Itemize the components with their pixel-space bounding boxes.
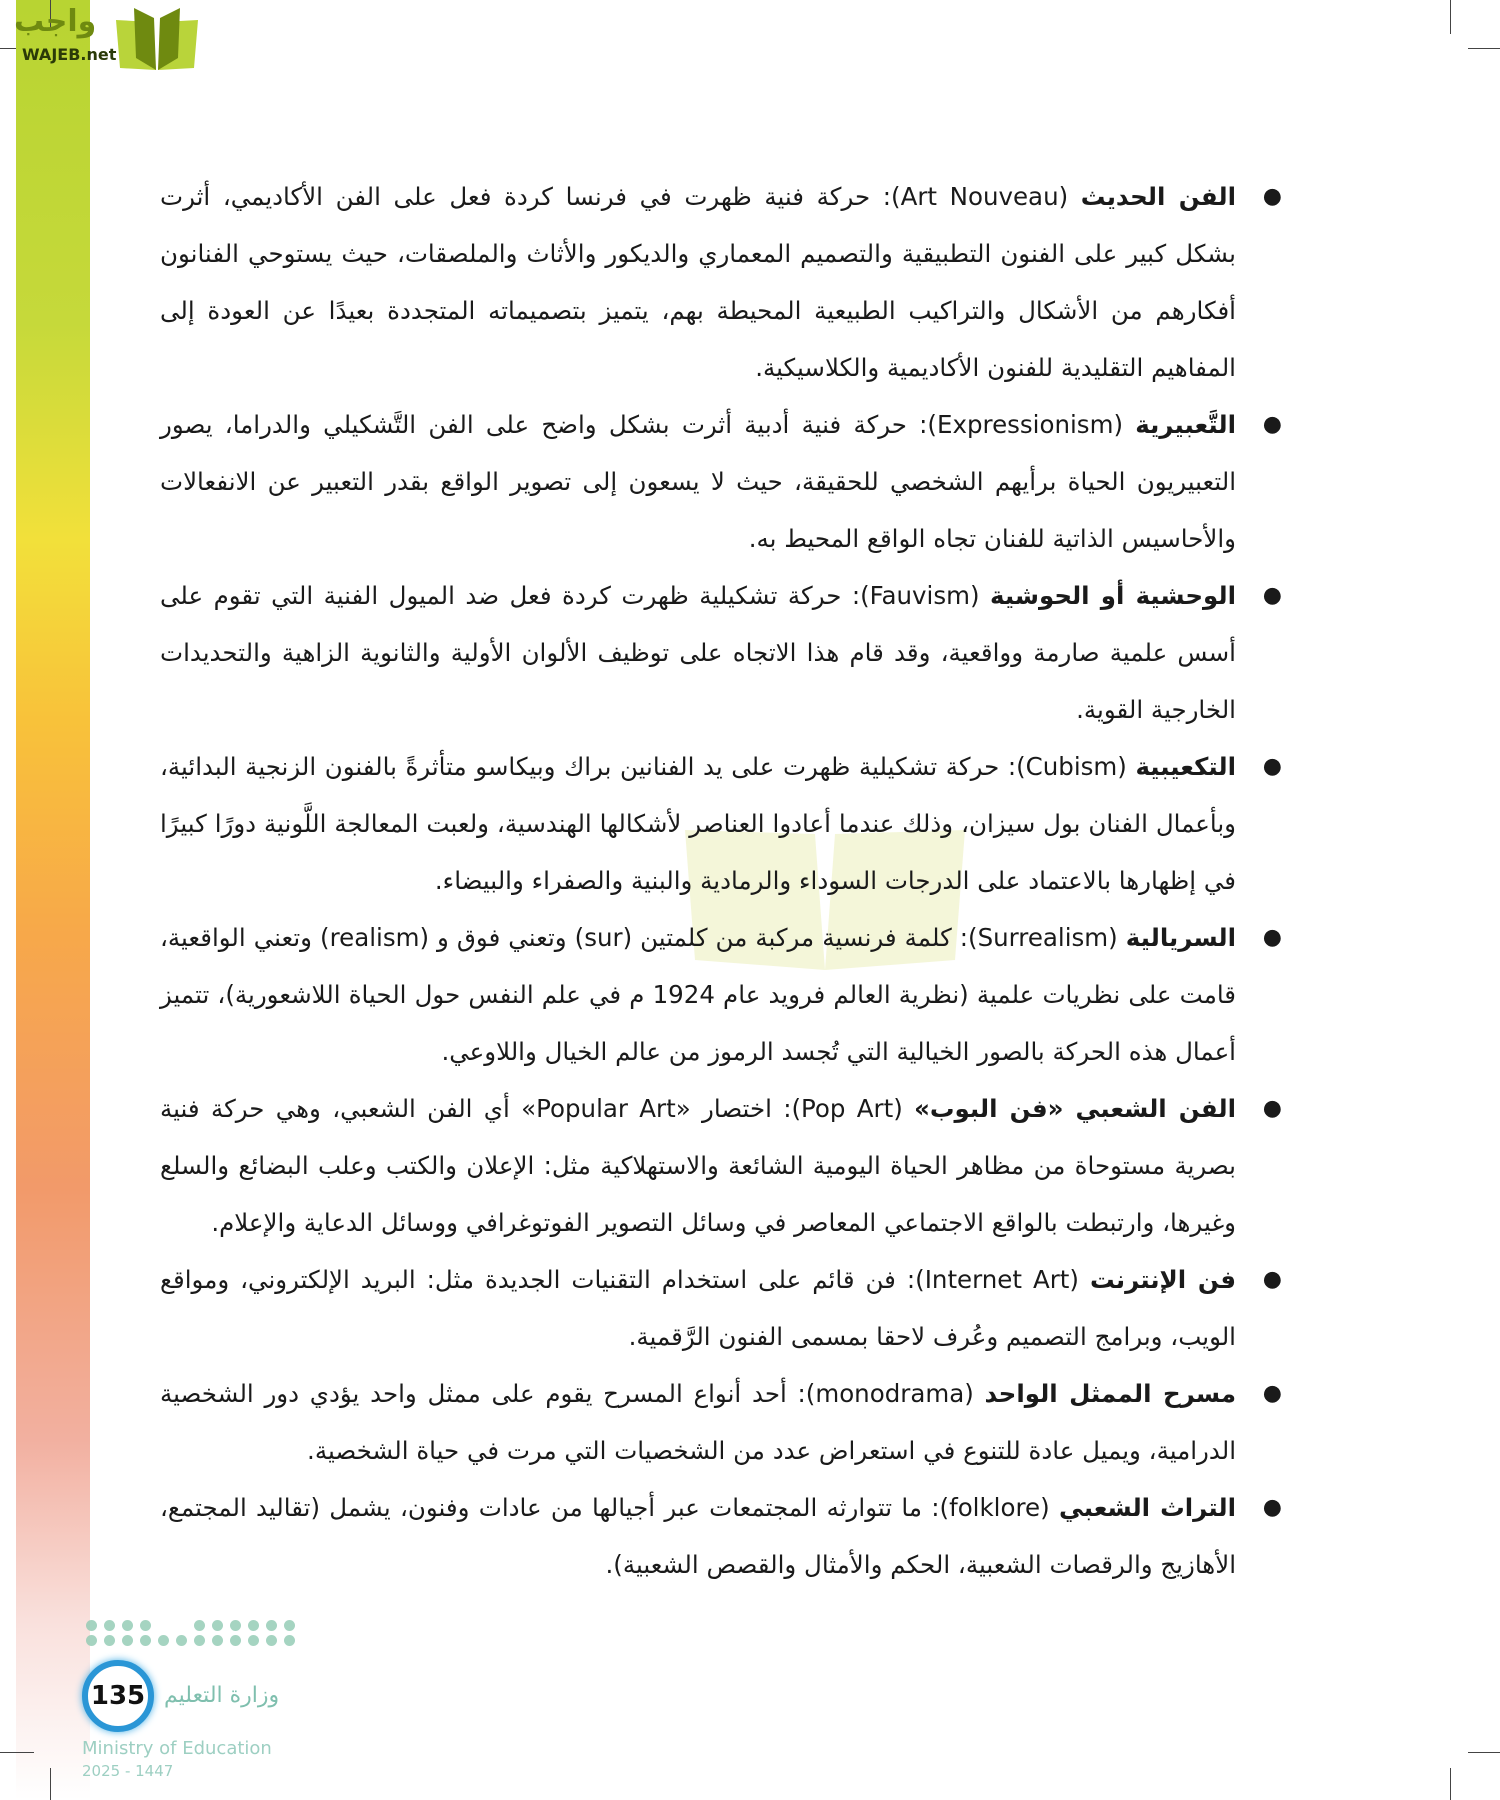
ministry-name-arabic: وزارة التعليم [164, 1683, 280, 1708]
ministry-dots-icon [86, 1620, 266, 1646]
definition: (Expressionism): حركة فنية أدبية أثرت بشكل واضح على الفن التَّشكيلي والدراما، يصور التعبيريون الحياة برأيهم الشخصي للحقيقة، حيث لا يسعون إلى تصوير الواقع بقدر التعبير عن الانفعالات والأحاسيس الذاتية للفنان تجاه الواقع المحيط به. [160, 410, 1236, 553]
bullet-icon: ● [1262, 925, 1282, 950]
definition: (Fauvism): حركة تشكيلية ظهرت كردة فعل ضد الميول الفنية التي تقوم على أسس علمية صارمة وواقعية، وقد قام هذا الاتجاه على توظيف الألوان الأولية والثانوية الزاهية والتحديدات الخارجية القوية. [160, 581, 1236, 724]
term: الوحشية أو الحوشية [990, 581, 1236, 610]
decorative-side-strip [16, 0, 90, 1800]
bullet-icon: ● [1262, 1267, 1282, 1292]
wajeb-logo [10, 4, 190, 66]
term: التراث الشعبي [1058, 1493, 1236, 1522]
term: التَّعبيرية [1135, 410, 1236, 439]
definition: (Surrealism): كلمة فرنسية مركبة من كلمتين (sur) وتعني فوق و (realism) وتعني الواقعية، قامت على نظريات علمية (نظرية العالم فرويد عام 1924 م في علم النفس حول الحياة اللاشعورية)، تتميز أعمال هذه الحركة بالصور الخيالية التي تُجسد الرموز من عالم الخيال واللاوعي. [160, 923, 1237, 1066]
definition: (Internet Art): فن قائم على استخدام التقنيات الجديدة مثل: البريد الإلكتروني، ومواقع الويب، وبرامج التصميم وعُرف لاحقا بمسمى الفنون الرَّقمية. [160, 1265, 1236, 1351]
glossary-item-pop-art [160, 1080, 1282, 1251]
ministry-name-english: Ministry of Education [82, 1738, 272, 1759]
glossary-list [160, 168, 1282, 1593]
bullet-icon: ● [1262, 754, 1282, 779]
glossary-item-surrealism [160, 909, 1282, 1080]
glossary-item-art-nouveau [160, 168, 1282, 396]
bullet-icon: ● [1262, 412, 1282, 437]
crop-mark [1468, 48, 1500, 49]
bullet-icon: ● [1262, 1495, 1282, 1520]
definition: (folklore): ما تتوارثه المجتمعات عبر أجيالها من عادات وفنون، يشمل (تقاليد المجتمع، الأهازيج والرقصات الشعبية، الحكم والأمثال والقصص الشعبية). [160, 1493, 1236, 1579]
term: مسرح الممثل الواحد [984, 1379, 1236, 1408]
term: الفن الشعبي «فن البوب» [914, 1094, 1237, 1123]
crop-mark [1468, 1752, 1500, 1753]
definition: (monodrama): أحد أنواع المسرح يقوم على ممثل واحد يؤدي دور الشخصية الدرامية، ويميل عادة للتنوع في استعراض عدد من الشخصيات التي مرت في حياة الشخصية. [160, 1379, 1236, 1465]
glossary-item-expressionism [160, 396, 1282, 567]
definition: (Art Nouveau): حركة فنية ظهرت في فرنسا كردة فعل على الفن الأكاديمي، أثرت بشكل كبير على الفنون التطبيقية والتصميم المعماري والديكور والأثاث والملصقات، حيث يستوحي الفنانون أفكارهم من الأشكال والتراكيب الطبيعية المحيطة بهم، يتميز بتصميماته المتجددة بعيدًا عن العودة إلى المفاهيم التقليدية للفنون الأكاديمية والكلاسيكية. [160, 182, 1236, 382]
bullet-icon: ● [1262, 1096, 1282, 1121]
bullet-icon: ● [1262, 184, 1282, 209]
glossary-item-internet-art [160, 1251, 1282, 1365]
page-number: 135 [82, 1660, 154, 1732]
definition: (Cubism): حركة تشكيلية ظهرت على يد الفنانين براك وبيكاسو متأثرةً بالفنون الزنجية البدائية، وبأعمال الفنان بول سيزان، وذلك عندما أعادوا العناصر لأشكالها الهندسية، ولعبت المعالجة اللَّونية دورًا كبيرًا في إظهارها بالاعتماد على الدرجات السوداء والرمادية والبنية والصفراء والبيضاء. [160, 752, 1236, 895]
ministry-logo [82, 1620, 322, 1790]
crop-mark [1450, 1768, 1451, 1800]
glossary-item-cubism [160, 738, 1282, 909]
academic-year: 2025 - 1447 [82, 1762, 174, 1780]
crop-mark [0, 1752, 34, 1753]
bullet-icon: ● [1262, 1381, 1282, 1406]
logo-english: WAJEB.net [22, 45, 117, 64]
glossary-item-monodrama [160, 1365, 1282, 1479]
crop-mark [50, 1768, 51, 1800]
bullet-icon: ● [1262, 583, 1282, 608]
crop-mark [1450, 0, 1451, 34]
logo-arabic: واجب [14, 4, 97, 39]
term: الفن الحديث [1080, 182, 1236, 211]
book-icon [116, 8, 198, 70]
term: التكعيبية [1135, 752, 1236, 781]
term: فن الإنترنت [1089, 1265, 1236, 1294]
definition: (Pop Art): اختصار «Popular Art» أي الفن الشعبي، وهي حركة فنية بصرية مستوحاة من مظاهر الحياة اليومية الشائعة والاستهلاكية مثل: الإعلان والكتب وعلب البضائع والسلع وغيرها، وارتبطت بالواقع الاجتماعي المعاصر في وسائل التصوير الفوتوغرافي ووسائل الدعاية والإعلام. [160, 1094, 1236, 1237]
glossary-item-folklore [160, 1479, 1282, 1593]
term: السريالية [1125, 923, 1236, 952]
glossary-item-fauvism [160, 567, 1282, 738]
